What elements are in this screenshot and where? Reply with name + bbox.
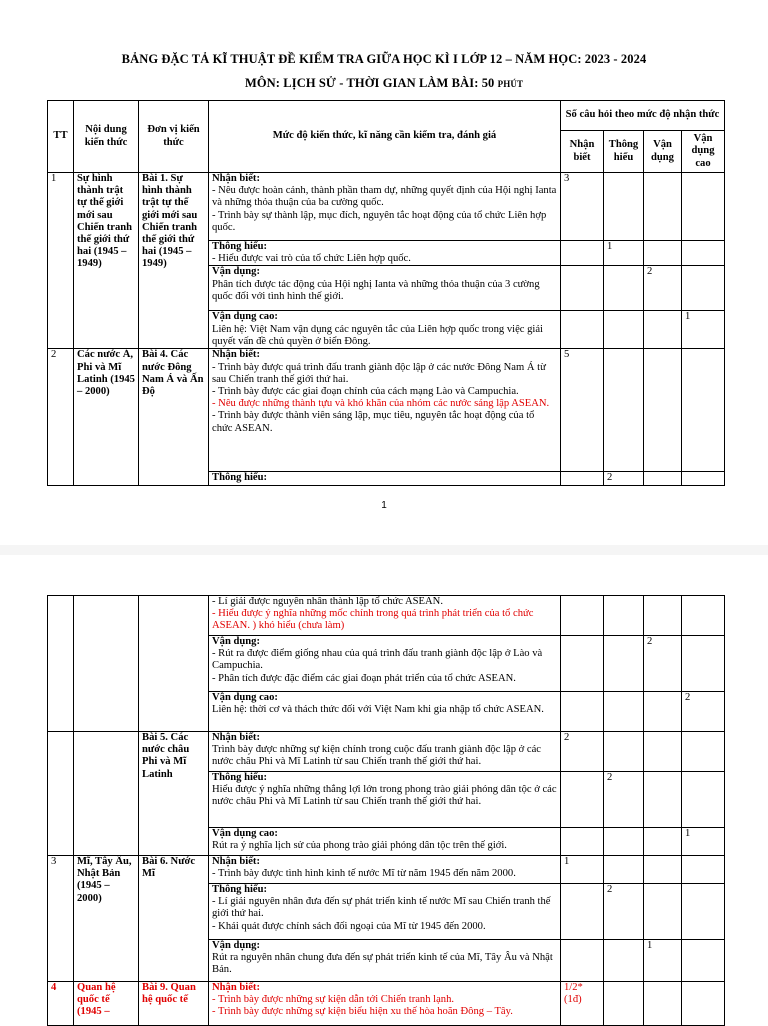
cell-nb <box>561 636 604 692</box>
table-row <box>48 982 725 1026</box>
cell-noi-dung: Các nước Á, Phi và Mĩ Latinh (1945 – 2000) <box>74 349 139 486</box>
cell-vd <box>644 772 682 828</box>
criteria-line: - Phân tích được đặc điểm các giai đoạn phát triển của tổ chức ASEAN. <box>212 672 516 684</box>
criteria-line: - Trình bày sự thành lập, mục đích, nguyên tắc hoạt động của tổ chức Liên hợp quốc. <box>212 209 547 233</box>
cell-noi-dung <box>74 732 139 856</box>
cell-nb <box>561 266 604 311</box>
question-points: (1đ) <box>564 994 582 1006</box>
criteria-line: - Trình bày được quá trình đấu tranh giành độc lập ở các nước Đông Nam Á từ sau Chiến tranh thế giới thứ hai. <box>212 361 546 385</box>
level-label: Nhận biết: <box>212 982 260 993</box>
page-number: 1 <box>381 500 387 511</box>
cell-nb <box>561 940 604 982</box>
cell-criteria <box>209 349 561 472</box>
cell-th <box>604 311 644 349</box>
level-label: Nhận biết: <box>212 173 260 184</box>
cell-th <box>604 636 644 692</box>
criteria-line: - Khái quát được chính sách đối ngoại của Mĩ từ 1945 đến 2000. <box>212 920 486 932</box>
cell-th <box>604 856 644 884</box>
cell-vd: 1 <box>644 940 682 982</box>
cell-th <box>604 692 644 732</box>
cell-nb <box>561 241 604 266</box>
cell-vd <box>644 241 682 266</box>
cell-criteria <box>209 692 561 732</box>
cell-tt: 4 <box>48 982 74 1026</box>
page-separator <box>0 545 768 555</box>
cell-vd <box>644 884 682 940</box>
cell-tt: 1 <box>48 173 74 349</box>
cell-vd <box>644 349 682 472</box>
cell-vdc <box>682 472 725 486</box>
cell-vd <box>644 596 682 636</box>
header-tt: TT <box>48 101 74 173</box>
table-row <box>48 349 725 472</box>
header-so-cau: Số câu hỏi theo mức độ nhận thức <box>561 101 725 131</box>
subtitle-unit: PHÚT <box>497 79 524 89</box>
level-label: Nhận biết: <box>212 856 260 867</box>
cell-vdc <box>682 856 725 884</box>
level-label: Thông hiểu: <box>212 772 268 783</box>
cell-vdc <box>682 884 725 940</box>
cell-vd <box>644 692 682 732</box>
cell-th <box>604 732 644 772</box>
spec-table-page-2 <box>47 595 725 1026</box>
level-label: Vận dụng: <box>212 266 260 278</box>
criteria-line: Rút ra ý nghĩa lịch sử của phong trào giải phóng dân tộc trên thế giới. <box>212 840 507 852</box>
criteria-line: - Nêu được hoàn cảnh, thành phần tham dự, những quyết định của Hội nghị Ianta và những thỏa thuận của ba cường quốc. <box>212 185 557 209</box>
cell-nb: 3 <box>561 173 604 241</box>
level-label: Vận dụng cao: <box>212 828 278 839</box>
header-don-vi: Đơn vị kiến thức <box>139 101 209 173</box>
cell-vdc <box>682 596 725 636</box>
cell-vd: 2 <box>644 266 682 311</box>
cell-nb <box>561 828 604 856</box>
cell-vdc <box>682 636 725 692</box>
cell-noi-dung: Quan hệ quốc tế (1945 – <box>74 982 139 1026</box>
cell-vdc <box>682 266 725 311</box>
header-thong-hieu: Thông hiểu <box>604 131 644 173</box>
cell-tt: 2 <box>48 349 74 486</box>
cell-tt <box>48 732 74 856</box>
criteria-line: Phân tích được tác động của Hội nghị Ianta và những thỏa thuận của 3 cường quốc đối với tình hình thế giới. <box>212 278 540 302</box>
cell-criteria <box>209 940 561 982</box>
cell-th: 2 <box>604 472 644 486</box>
cell-don-vi: Bài 6. Nước Mĩ <box>139 856 209 982</box>
cell-vd <box>644 311 682 349</box>
cell-don-vi: Bài 9. Quan hệ quốc tế <box>139 982 209 1026</box>
cell-vdc: 2 <box>682 692 725 732</box>
cell-vdc <box>682 173 725 241</box>
cell-criteria <box>209 241 561 266</box>
document-page-2 <box>0 555 768 1024</box>
cell-criteria <box>209 266 561 311</box>
criteria-line-highlighted: - Nêu được những thành tựu và khó khăn của nhóm các nước sáng lập ASEAN. <box>212 398 550 410</box>
criteria-line: Liên hệ: thời cơ và thách thức đối với Việt Nam khi gia nhập tổ chức ASEAN. <box>212 704 544 716</box>
cell-criteria <box>209 772 561 828</box>
cell-th <box>604 173 644 241</box>
cell-vdc: 1 <box>682 828 725 856</box>
cell-criteria <box>209 732 561 772</box>
table-row <box>48 856 725 884</box>
cell-tt: 3 <box>48 856 74 982</box>
cell-vdc: 1 <box>682 311 725 349</box>
level-label: Thông hiểu: <box>212 241 268 252</box>
cell-th <box>604 266 644 311</box>
level-label: Nhận biết: <box>212 732 260 743</box>
document-subtitle <box>0 76 768 91</box>
level-label: Vận dụng: <box>212 636 260 647</box>
cell-nb <box>561 884 604 940</box>
cell-vd <box>644 982 682 1026</box>
cell-th <box>604 349 644 472</box>
cell-th: 2 <box>604 884 644 940</box>
cell-vd <box>644 856 682 884</box>
cell-don-vi <box>139 596 209 732</box>
header-nhan-biet: Nhận biết <box>561 131 604 173</box>
cell-criteria <box>209 311 561 349</box>
question-count: 1/2* <box>564 982 583 993</box>
cell-don-vi: Bài 1. Sự hình thành trật tự thế giới mới sau Chiến tranh thế giới thứ hai (1945 – 1949) <box>139 173 209 349</box>
cell-vdc <box>682 241 725 266</box>
cell-vd <box>644 828 682 856</box>
cell-nb <box>561 772 604 828</box>
criteria-line: - Lí giải nguyên nhân đưa đến sự phát triển kinh tế nước Mĩ sau Chiến tranh thế giới thứ hai. <box>212 896 551 920</box>
cell-vdc <box>682 349 725 472</box>
criteria-line: Rút ra nguyên nhân chung đưa đến sự phát triển kinh tế của Mĩ, Tây Âu và Nhật Bản. <box>212 952 553 976</box>
cell-vd <box>644 173 682 241</box>
table-row <box>48 596 725 636</box>
cell-criteria <box>209 636 561 692</box>
cell-don-vi: Bài 5. Các nước châu Phi và Mĩ Latinh <box>139 732 209 856</box>
cell-nb: 2 <box>561 732 604 772</box>
cell-vd <box>644 732 682 772</box>
criteria-line: - Hiểu được vai trò của tổ chức Liên hợp quốc. <box>212 253 411 265</box>
criteria-line: Hiểu được ý nghĩa những thắng lợi lớn trong phong trào giải phóng dân tộc ở các nước châu Phi và Mĩ Latinh từ sau Chiến tranh thế giới thứ hai. <box>212 784 557 808</box>
cell-criteria <box>209 596 561 636</box>
header-van-dung-cao: Vận dụng cao <box>682 131 725 173</box>
cell-th <box>604 982 644 1026</box>
cell-nb <box>561 982 604 1026</box>
criteria-line: - Trình bày được những sự kiện biểu hiện xu thế hòa hoãn Đông – Tây. <box>212 1006 513 1018</box>
cell-noi-dung: Sự hình thành trật tự thế giới mới sau Chiến tranh thế giới thứ hai (1945 – 1949) <box>74 173 139 349</box>
criteria-line: - Lí giải được nguyên nhân thành lập tổ chức ASEAN. <box>212 596 443 607</box>
criteria-line: - Trình bày được thành viên sáng lập, mục tiêu, nguyên tắc hoạt động của tổ chức ASEAN. <box>212 410 535 434</box>
level-label: Vận dụng: <box>212 940 260 951</box>
cell-criteria <box>209 472 561 486</box>
cell-th <box>604 828 644 856</box>
cell-criteria <box>209 173 561 241</box>
header-noi-dung: Nội dung kiến thức <box>74 101 139 173</box>
header-muc-do: Mức độ kiến thức, kĩ năng cần kiểm tra, đánh giá <box>209 101 561 173</box>
cell-criteria <box>209 828 561 856</box>
cell-criteria <box>209 856 561 884</box>
level-label: Vận dụng cao: <box>212 311 278 323</box>
cell-th <box>604 940 644 982</box>
cell-th: 1 <box>604 241 644 266</box>
document-title: BẢNG ĐẶC TẢ KĨ THUẬT ĐỀ KIỂM TRA GIỮA HỌC KÌ I LỚP 12 – NĂM HỌC: 2023 - 2024 <box>121 52 647 66</box>
table-row <box>48 173 725 241</box>
cell-vdc <box>682 940 725 982</box>
cell-vdc <box>682 982 725 1026</box>
cell-nb: 1 <box>561 856 604 884</box>
level-label: Thông hiểu: <box>212 472 268 484</box>
cell-noi-dung <box>74 596 139 732</box>
cell-th: 2 <box>604 772 644 828</box>
subtitle-main: MÔN: LỊCH SỬ - THỜI GIAN LÀM BÀI: 50 <box>244 76 495 90</box>
cell-criteria <box>209 982 561 1026</box>
cell-th <box>604 596 644 636</box>
cell-vdc <box>682 772 725 828</box>
criteria-line: - Rút ra được điểm giống nhau của quá trình đấu tranh giành độc lập ở Lào và Campuchia. <box>212 648 543 672</box>
cell-tt <box>48 596 74 732</box>
cell-don-vi: Bài 4. Các nước Đông Nam Á và Ấn Độ <box>139 349 209 486</box>
cell-vd: 2 <box>644 636 682 692</box>
level-label: Thông hiểu: <box>212 884 268 895</box>
cell-nb <box>561 692 604 732</box>
criteria-line-highlighted: - Hiểu được ý nghĩa những mốc chính trong quá trình phát triển của tổ chức ASEAN. ) khó hiểu (chưa làm) <box>212 608 534 632</box>
criteria-line: Trình bày được những sự kiện chính trong cuộc đấu tranh giành độc lập ở các nước châu Phi và Mĩ Latinh từ sau Chiến tranh thế giới thứ hai. <box>212 744 542 768</box>
cell-vdc <box>682 732 725 772</box>
cell-nb <box>561 596 604 636</box>
header-van-dung: Vận dụng <box>644 131 682 173</box>
cell-nb <box>561 472 604 486</box>
cell-nb <box>561 311 604 349</box>
cell-nb: 5 <box>561 349 604 472</box>
criteria-line: - Trình bày được các giai đoạn chính của cách mạng Lào và Campuchia. <box>212 386 519 398</box>
table-row <box>48 732 725 772</box>
criteria-line: - Trình bày được tình hình kinh tế nước Mĩ từ năm 1945 đến năm 2000. <box>212 868 516 880</box>
cell-noi-dung: Mĩ, Tây Âu, Nhật Bản (1945 – 2000) <box>74 856 139 982</box>
level-label: Vận dụng cao: <box>212 692 278 703</box>
level-label: Nhận biết: <box>212 349 260 361</box>
criteria-line: - Trình bày được những sự kiện dẫn tới Chiến tranh lạnh. <box>212 994 455 1006</box>
cell-criteria <box>209 884 561 940</box>
criteria-line: Liên hệ: Việt Nam vận dụng các nguyên tắc của Liên hợp quốc trong việc giải quyết vấn đề chủ quyền ở biển Đông. <box>212 323 544 347</box>
spec-table-page-1 <box>47 100 725 486</box>
cell-vd <box>644 472 682 486</box>
